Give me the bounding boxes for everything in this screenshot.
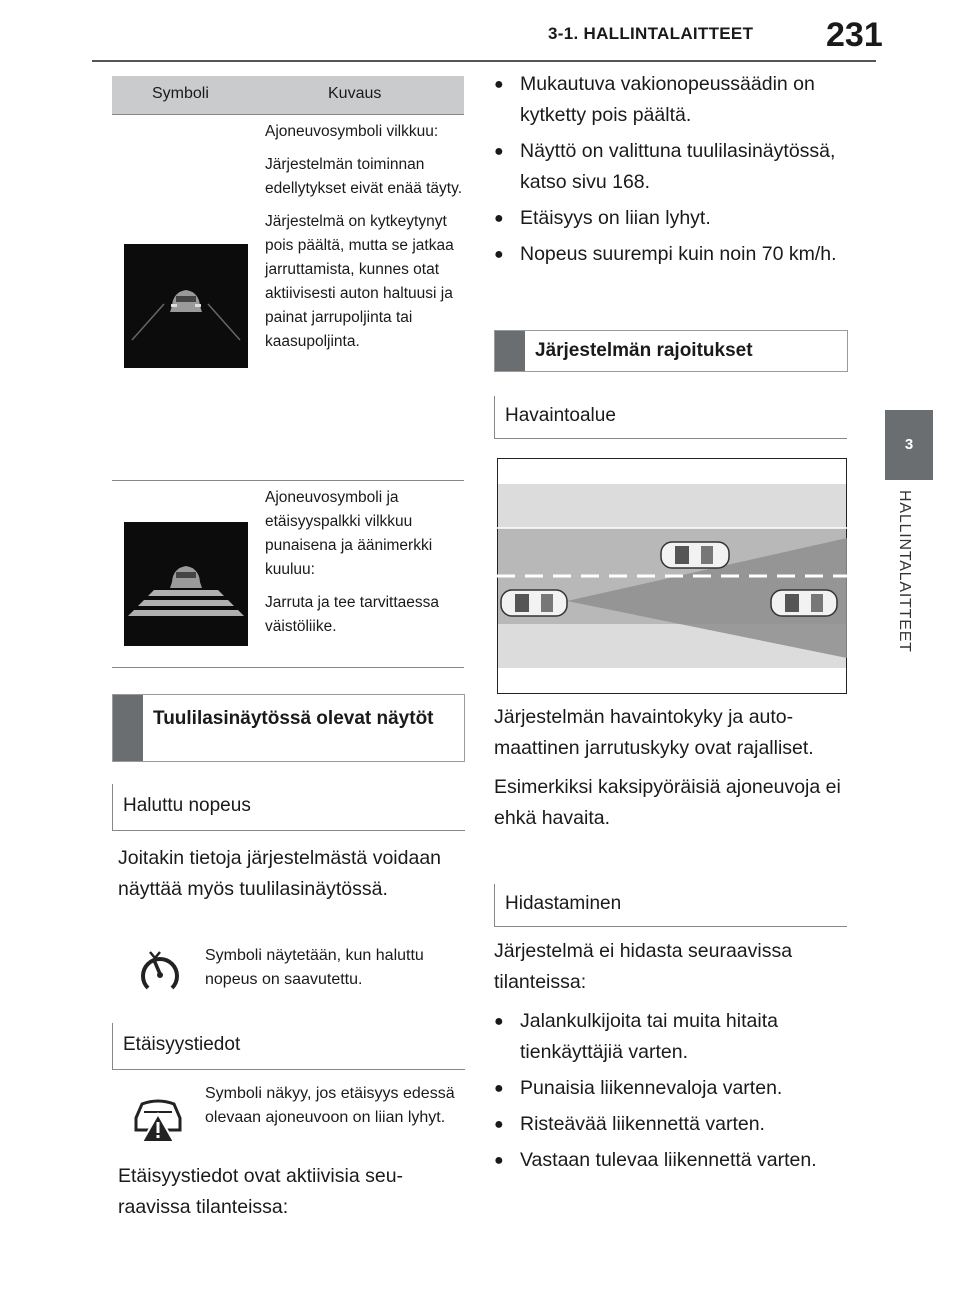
hud-intro-paragraph: Joitakin tietoja järjestelmästä voidaan näyttää myös tuulilasinäytössä. <box>118 847 442 900</box>
row1-p1: Ajoneuvosymboli vilkkuu: <box>265 123 439 140</box>
distance-bar-warning-image <box>124 522 248 646</box>
detection-area-diagram <box>497 458 847 694</box>
section-title: Tuulilasinäytössä olevat näytöt <box>153 708 434 729</box>
bullet-list-conditions <box>494 69 844 275</box>
row2-p2: Jarruta ja tee tarvittaessa väistöliike. <box>265 594 440 635</box>
section-system-limits <box>494 330 848 372</box>
header-section-title: 3-1. HALLINTALAITTEET <box>548 24 754 43</box>
list-item: ● Vastaan tulevaa liikennettä varten. <box>494 1145 844 1176</box>
subheading-text: Hidastaminen <box>505 893 622 914</box>
row1-p3: Järjestelmä on kytkeytynyt pois päältä, mutta se jatkaa jarruttamista, kunnes otat aktiivisesti auton haltuusi ja painat jarrupoljinta tai kaasupoljinta. <box>265 213 454 350</box>
distance-active-paragraph: Etäisyystiedot ovat aktiivisia seuraavissa tilanteissa: <box>118 1165 404 1218</box>
header-rule <box>92 60 876 62</box>
table-row-divider <box>112 480 464 481</box>
row2-p1: Ajoneuvosymboli ja etäisyyspalkki vilkkuu punaisena ja äänimerkki kuuluu: <box>265 489 433 578</box>
subheading-desired-speed <box>112 784 465 831</box>
list-item: ● Mukautuva vakionopeussäädin on kytketty pois päältä. <box>494 69 844 131</box>
col-description-header: Kuvaus <box>328 85 382 102</box>
subheading-deceleration <box>494 884 847 927</box>
car-icon <box>501 590 567 616</box>
speed-symbol-text: Symboli näytetään, kun haluttu nopeus on saavutettu. <box>205 947 424 988</box>
section-title: Järjestelmän rajoitukset <box>535 340 753 361</box>
section-bar <box>113 695 143 761</box>
car-icon <box>771 590 837 616</box>
car-icon <box>661 542 729 568</box>
list-item: ● Jalankulkijoita tai muita hitaita tienkäyttäjiä varten. <box>494 1006 844 1068</box>
row1-p2: Järjestelmän toiminnan edellytykset eivät enää täyty. <box>265 156 463 197</box>
chapter-tab: 3 <box>885 410 933 480</box>
subheading-distance-info <box>112 1023 465 1070</box>
table-header <box>112 76 464 115</box>
two-wheeler-paragraph: Esimerkiksi kaksipyöräisiä ajoneuvoja ei ehkä havaita. <box>494 776 841 829</box>
vehicle-flashing-symbol-image <box>124 244 248 368</box>
row2-description <box>265 486 465 648</box>
page-number: 231 <box>826 16 883 54</box>
speedometer-icon <box>138 948 182 994</box>
list-item: ● Etäisyys on liian lyhyt. <box>494 203 844 234</box>
chapter-label: HALLINTALAITTEET <box>896 490 913 653</box>
subheading-text: Haluttu nopeus <box>123 795 251 816</box>
subheading-text: Havaintoalue <box>505 405 616 426</box>
list-item: ● Punaisia liikennevaloja varten. <box>494 1073 844 1104</box>
table-bottom-rule <box>112 667 464 668</box>
section-bar <box>495 331 525 371</box>
col-symbol-header: Symboli <box>152 85 209 102</box>
deceleration-paragraph: Järjestelmä ei hidasta seuraavissa tilanteissa: <box>494 940 793 993</box>
list-item: ● Näyttö on valittuna tuulilasinäytössä, katso sivu 168. <box>494 136 844 198</box>
list-item: ● Risteävää liikennettä varten. <box>494 1109 844 1140</box>
subheading-detection-area <box>494 396 847 439</box>
detection-limits-paragraph: Järjestelmän havaintokyky ja automaattinen jarrutuskyky ovat rajalliset. <box>494 706 814 759</box>
section-hud-displays <box>112 694 465 762</box>
row1-description <box>265 120 465 363</box>
subheading-text: Etäisyystiedot <box>123 1034 241 1055</box>
distance-warning-icon <box>130 1088 186 1146</box>
distance-symbol-text: Symboli näkyy, jos etäisyys edessä olevaan ajoneuvoon on liian lyhyt. <box>205 1085 455 1126</box>
detection-paragraphs <box>494 702 844 842</box>
list-item: ● Nopeus suurempi kuin noin 70 km/h. <box>494 239 844 270</box>
deceleration-section <box>494 936 844 1181</box>
